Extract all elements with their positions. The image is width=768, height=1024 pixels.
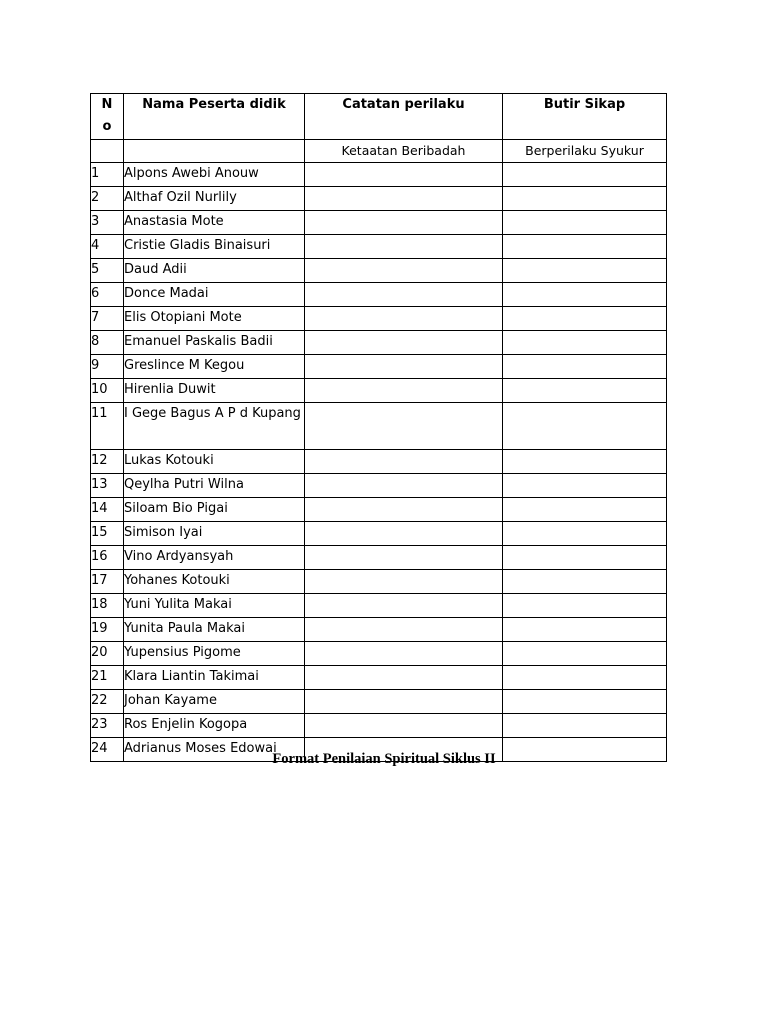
student-name: Alpons Awebi Anouw	[124, 163, 305, 187]
row-number: 5	[91, 259, 124, 283]
row-number: 23	[91, 714, 124, 738]
catatan-cell	[305, 546, 503, 570]
row-number: 17	[91, 570, 124, 594]
row-number: 2	[91, 187, 124, 211]
header-catatan: Catatan perilaku	[305, 94, 503, 140]
student-name: Yuni Yulita Makai	[124, 594, 305, 618]
row-number: 7	[91, 307, 124, 331]
student-name: Siloam Bio Pigai	[124, 498, 305, 522]
catatan-cell	[305, 618, 503, 642]
table-row	[91, 546, 667, 570]
butir-cell	[503, 618, 667, 642]
row-number: 13	[91, 474, 124, 498]
row-number: 8	[91, 331, 124, 355]
catatan-cell	[305, 283, 503, 307]
butir-cell	[503, 211, 667, 235]
student-name: Klara Liantin Takimai	[124, 666, 305, 690]
catatan-cell	[305, 163, 503, 187]
table-row	[91, 187, 667, 211]
student-name: Qeylha Putri Wilna	[124, 474, 305, 498]
row-number: 20	[91, 642, 124, 666]
row-number: 9	[91, 355, 124, 379]
catatan-cell	[305, 235, 503, 259]
student-name: Greslince M Kegou	[124, 355, 305, 379]
butir-cell	[503, 690, 667, 714]
row-number: 16	[91, 546, 124, 570]
row-number: 21	[91, 666, 124, 690]
row-number: 6	[91, 283, 124, 307]
catatan-cell	[305, 690, 503, 714]
table-row	[91, 642, 667, 666]
student-name: Daud Adii	[124, 259, 305, 283]
table-row	[91, 403, 667, 450]
student-name: Yupensius Pigome	[124, 642, 305, 666]
table-row	[91, 594, 667, 618]
table-caption: Format Penilaian Spiritual Siklus II	[272, 751, 496, 767]
row-number: 18	[91, 594, 124, 618]
table-row	[91, 522, 667, 546]
catatan-cell	[305, 474, 503, 498]
butir-cell	[503, 283, 667, 307]
table-row	[91, 714, 667, 738]
butir-cell	[503, 403, 667, 450]
row-number: 24	[91, 738, 124, 762]
butir-cell	[503, 594, 667, 618]
catatan-cell	[305, 403, 503, 450]
student-name: Ros Enjelin Kogopa	[124, 714, 305, 738]
butir-cell	[503, 642, 667, 666]
table-row	[91, 283, 667, 307]
catatan-cell	[305, 211, 503, 235]
table-body	[91, 163, 667, 762]
butir-cell	[503, 570, 667, 594]
student-name: Simison Iyai	[124, 522, 305, 546]
catatan-cell	[305, 642, 503, 666]
butir-cell	[503, 666, 667, 690]
student-name: Johan Kayame	[124, 690, 305, 714]
table-row	[91, 498, 667, 522]
table-row	[91, 331, 667, 355]
header-butir: Butir Sikap	[503, 94, 667, 140]
student-name: Adrianus Moses Edowai	[124, 738, 305, 762]
student-name: Cristie Gladis Binaisuri	[124, 235, 305, 259]
header-no-line2: o	[102, 119, 112, 134]
table-row	[91, 618, 667, 642]
header-row	[91, 94, 667, 140]
butir-cell	[503, 498, 667, 522]
table-row	[91, 235, 667, 259]
subheader-no-empty	[91, 140, 124, 163]
butir-cell	[503, 331, 667, 355]
row-number: 15	[91, 522, 124, 546]
catatan-cell	[305, 570, 503, 594]
subheader-name-empty	[124, 140, 305, 163]
table-row	[91, 450, 667, 474]
student-name: Yohanes Kotouki	[124, 570, 305, 594]
catatan-cell	[305, 259, 503, 283]
table-row	[91, 259, 667, 283]
butir-cell	[503, 187, 667, 211]
catatan-cell	[305, 379, 503, 403]
header-no	[91, 94, 124, 140]
row-number: 22	[91, 690, 124, 714]
student-name: Lukas Kotouki	[124, 450, 305, 474]
catatan-cell	[305, 594, 503, 618]
butir-cell	[503, 522, 667, 546]
row-number: 3	[91, 211, 124, 235]
catatan-cell	[305, 450, 503, 474]
table-row	[91, 379, 667, 403]
butir-cell	[503, 163, 667, 187]
student-name: Elis Otopiani Mote	[124, 307, 305, 331]
student-name: Yunita Paula Makai	[124, 618, 305, 642]
catatan-cell	[305, 187, 503, 211]
catatan-cell	[305, 714, 503, 738]
catatan-cell	[305, 666, 503, 690]
header-no-line1: N	[101, 97, 113, 112]
subheader-catatan: Ketaatan Beribadah	[305, 140, 503, 163]
table-row	[91, 355, 667, 379]
butir-cell	[503, 379, 667, 403]
student-name: Althaf Ozil Nurlily	[124, 187, 305, 211]
butir-cell	[503, 355, 667, 379]
butir-cell	[503, 546, 667, 570]
butir-cell	[503, 714, 667, 738]
butir-cell	[503, 307, 667, 331]
table-row	[91, 307, 667, 331]
row-number: 10	[91, 379, 124, 403]
catatan-cell	[305, 355, 503, 379]
row-number: 19	[91, 618, 124, 642]
row-number: 1	[91, 163, 124, 187]
catatan-cell	[305, 331, 503, 355]
table-row	[91, 474, 667, 498]
table-row	[91, 666, 667, 690]
row-number: 11	[91, 403, 124, 450]
student-name: Anastasia Mote	[124, 211, 305, 235]
table-row	[91, 211, 667, 235]
assessment-table	[90, 93, 667, 762]
butir-cell	[503, 259, 667, 283]
header-name: Nama Peserta didik	[124, 94, 305, 140]
student-name: I Gege Bagus A P d Kupang	[124, 403, 305, 450]
butir-cell	[503, 474, 667, 498]
table-row	[91, 570, 667, 594]
catatan-cell	[305, 498, 503, 522]
table-row	[91, 690, 667, 714]
row-number: 12	[91, 450, 124, 474]
catatan-cell	[305, 522, 503, 546]
student-name: Emanuel Paskalis Badii	[124, 331, 305, 355]
butir-cell	[503, 450, 667, 474]
butir-cell	[503, 235, 667, 259]
subheader-row	[91, 140, 667, 163]
row-number: 14	[91, 498, 124, 522]
row-number: 4	[91, 235, 124, 259]
student-name: Vino Ardyansyah	[124, 546, 305, 570]
catatan-cell	[305, 307, 503, 331]
student-name: Donce Madai	[124, 283, 305, 307]
subheader-butir: Berperilaku Syukur	[503, 140, 667, 163]
student-name: Hirenlia Duwit	[124, 379, 305, 403]
table-row	[91, 163, 667, 187]
